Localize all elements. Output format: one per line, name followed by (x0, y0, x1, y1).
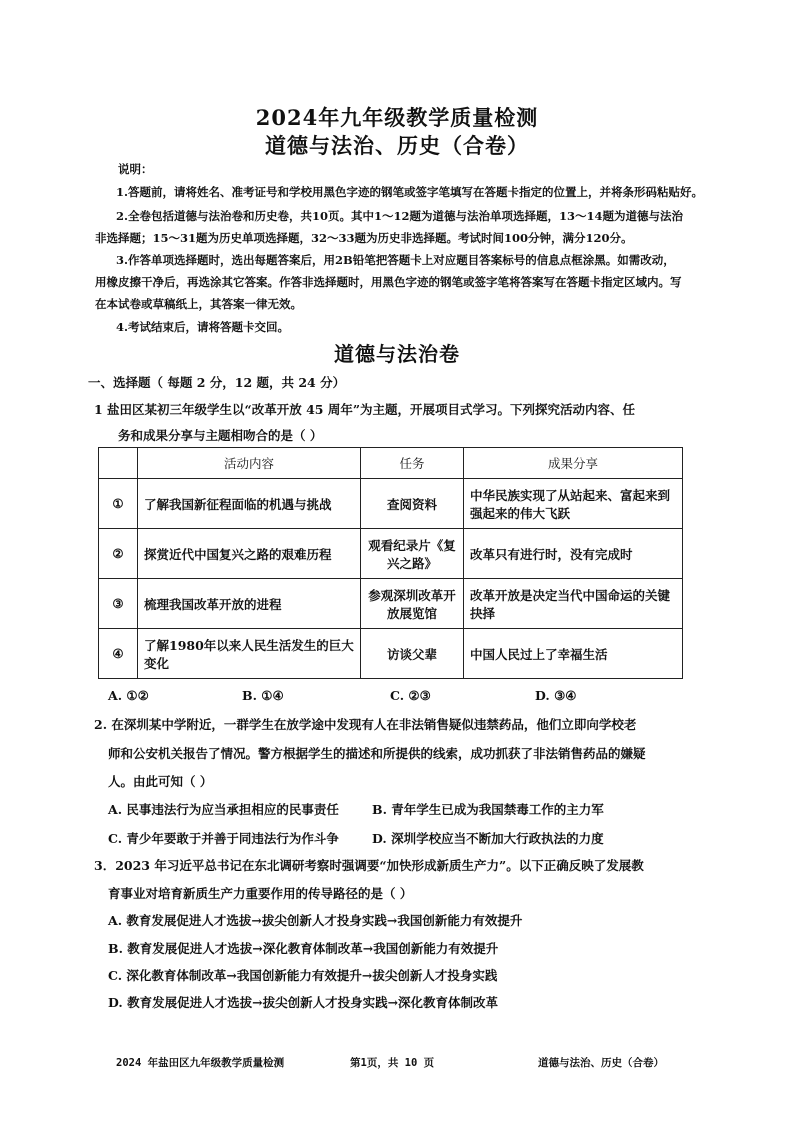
q3-option-a: A. 教育发展促进人才选拔→拔尖创新人才投身实践→我国创新能力有效提升 (108, 913, 523, 928)
table-header-cell (99, 448, 138, 479)
q2-option-a: A. 民事违法行为应当承担相应的民事责任 (108, 802, 339, 817)
table-row (99, 629, 683, 679)
result-cell: 改革开放是决定当代中国命运的关键抉择 (464, 579, 683, 629)
q1-stem-line-1: 1 盐田区某初三年级学生以“改革开放 45 周年”为主题，开展项目式学习。下列探究活动内容、任 (94, 402, 636, 417)
result-cell: 中华民族实现了从站起来、富起来到强起来的伟大飞跃 (464, 479, 683, 529)
instruction-line-3b: 用橡皮擦干净后，再选涂其它答案。作答非选择题时，用黑色字迹的钢笔或签字笔将答案写在答题卡指定区域内。写 (95, 275, 682, 289)
q1-option-b: B. ①④ (242, 688, 284, 703)
q2-stem-line-3: 人。由此可知（ ） (108, 774, 213, 789)
task-cell: 访谈父辈 (361, 629, 464, 679)
q2-stem-line-2: 师和公安机关报告了情况。警方根据学生的描述和所提供的线索，成功抓获了非法销售药品的嫌疑 (108, 746, 646, 761)
task-cell: 查阅资料 (361, 479, 464, 529)
q3-option-d: D. 教育发展促进人才选拔→拔尖创新人才投身实践→深化教育体制改革 (108, 995, 499, 1010)
table-row (99, 479, 683, 529)
footer-left: 2024 年盐田区九年级教学质量检测 (116, 1057, 285, 1069)
row-number: ④ (99, 629, 138, 679)
exam-subtitle: 道德与法治、历史（合卷） (265, 133, 529, 158)
activity-cell: 梳理我国改革开放的进程 (138, 579, 361, 629)
instruction-line-3c: 在本试卷或草稿纸上，其答案一律无效。 (95, 297, 302, 311)
table-header-cell: 活动内容 (138, 448, 361, 479)
q1-option-d: D. ③④ (535, 688, 577, 703)
q3-stem-line-2: 育事业对培育新质生产力重要作用的传导路径的是（ ） (108, 886, 413, 901)
result-cell: 中国人民过上了幸福生活 (464, 629, 683, 679)
instruction-line-4: 4.考试结束后，请将答题卡交回。 (116, 320, 290, 334)
activity-cell: 了解我国新征程面临的机遇与挑战 (138, 479, 361, 529)
q1-stem-line-2: 务和成果分享与主题相吻合的是（ ） (118, 428, 323, 443)
task-cell: 参观深圳改革开放展览馆 (361, 579, 464, 629)
section-title: 道德与法治卷 (334, 342, 460, 366)
instruction-line-2a: 2.全卷包括道德与法治卷和历史卷，共10页。其中1～12题为道德与法治单项选择题，13～14题为道德与法治 (116, 209, 684, 223)
q2-option-c: C. 青少年要敢于并善于同违法行为作斗争 (108, 831, 339, 846)
instruction-line-1: 1.答题前，请将姓名、准考证号和学校用黑色字迹的钢笔或签字笔填写在答题卡指定的位置上，并将条形码粘贴好。 (116, 185, 703, 199)
exam-title: 2024年九年级教学质量检测 (255, 105, 539, 130)
row-number: ① (99, 479, 138, 529)
q2-stem-line-1: 2. 在深圳某中学附近，一群学生在放学途中发现有人在非法销售疑似违禁药品，他们立即向学校老 (94, 717, 637, 732)
activity-cell: 了解1980年以来人民生活发生的巨大变化 (138, 629, 361, 679)
q2-option-d: D. 深圳学校应当不断加大行政执法的力度 (372, 831, 604, 846)
q1-option-c: C. ②③ (390, 688, 431, 703)
table-row (99, 579, 683, 629)
table-row (99, 529, 683, 579)
q1-table (98, 447, 683, 679)
q3-option-b: B. 教育发展促进人才选拔→深化教育体制改革→我国创新能力有效提升 (108, 941, 499, 956)
instruction-line-2b: 非选择题；15～31题为历史单项选择题，32～33题为历史非选择题。考试时间100分钟，满分120分。 (95, 231, 633, 245)
table-header-cell: 成果分享 (464, 448, 683, 479)
footer-right: 道德与法治、历史（合卷） (538, 1057, 664, 1069)
page-number: 第1页，共 10 页 (350, 1057, 435, 1069)
table-header-row (99, 448, 683, 479)
instruction-line-3a: 3.作答单项选择题时，选出每题答案后，用2B铅笔把答题卡上对应题目答案标号的信息点框涂黑。如需改动， (116, 253, 675, 267)
row-number: ② (99, 529, 138, 579)
row-number: ③ (99, 579, 138, 629)
q3-stem-line-1: 3．2023 年习近平总书记在东北调研考察时强调要“加快形成新质生产力”。以下正确反映了发展教 (94, 858, 644, 873)
q1-option-a: A. ①② (108, 688, 149, 703)
task-cell: 观看纪录片《复兴之路》 (361, 529, 464, 579)
instructions-heading: 说明： (118, 162, 153, 176)
activity-cell: 探赏近代中国复兴之路的艰难历程 (138, 529, 361, 579)
q3-option-c: C. 深化教育体制改革→我国创新能力有效提升→拔尖创新人才投身实践 (108, 968, 498, 983)
result-cell: 改革只有进行时，没有完成时 (464, 529, 683, 579)
q2-option-b: B. 青年学生已成为我国禁毒工作的主力军 (372, 802, 604, 817)
table-header-cell: 任务 (361, 448, 464, 479)
part-heading: 一、选择题（ 每题 2 分，12 题，共 24 分） (88, 375, 346, 390)
